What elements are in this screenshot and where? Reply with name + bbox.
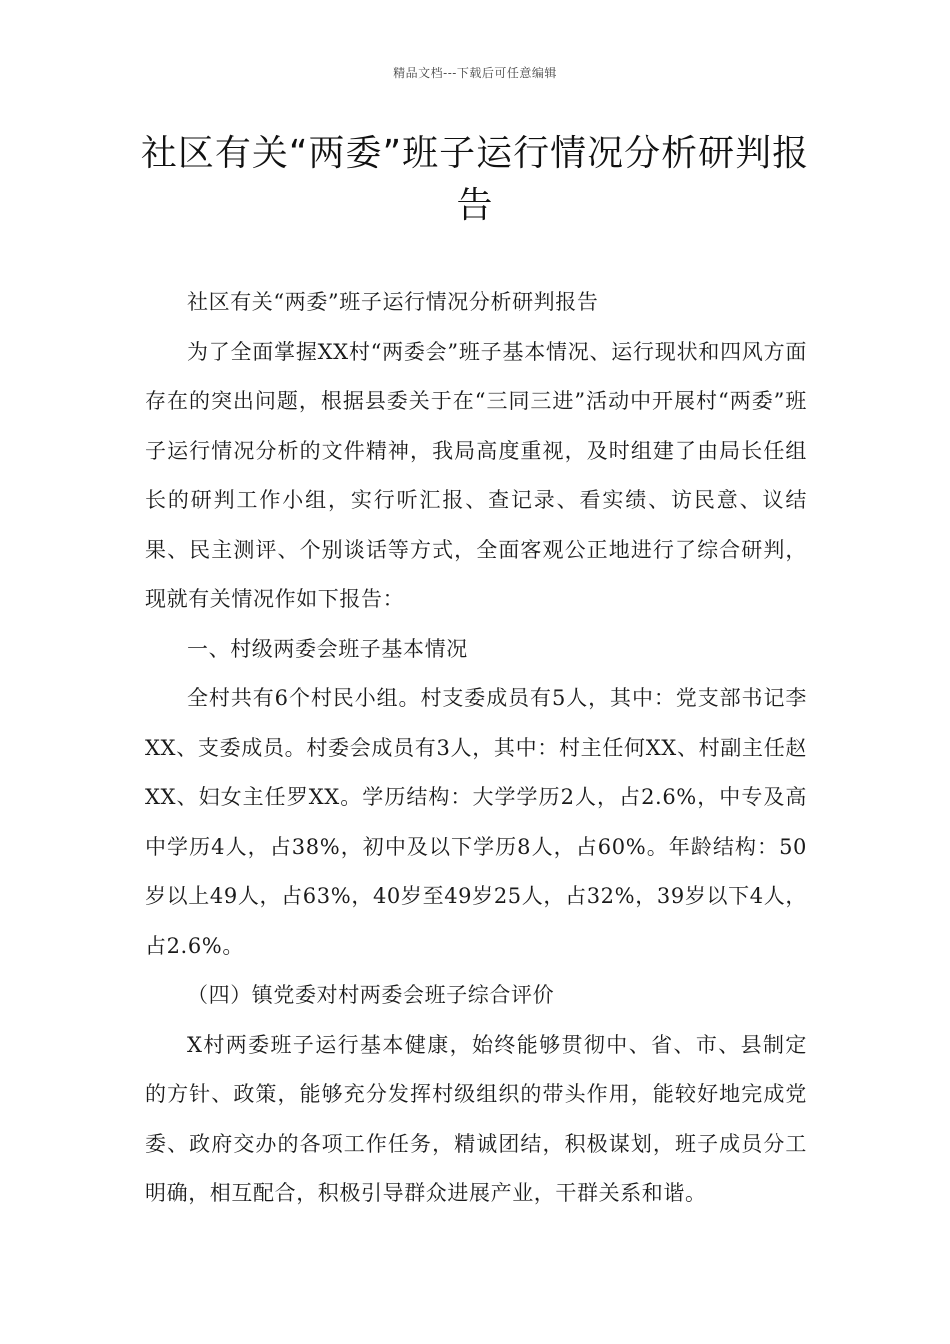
body-paragraph-basic-info: 全村共有6个村民小组。村支委成员有5人，其中：党支部书记李XX、支委成员。村委会成员有3人，其中：村主任何XX、村副主任赵XX、妇女主任罗XX。学历结构：大学学历2人，占2.6%，中专及高中学历4人，占38%，初中及以下学历8人，占60%。年龄结构：50岁以上49人，占63%，40岁至49岁25人，占32%，39岁以下4人，占2.6%。 xyxy=(145,686,807,958)
section-heading-basic-info: 一、村级两委会班子基本情况 xyxy=(187,636,468,661)
body-paragraph-intro: 为了全面掌握XX村“两委会”班子基本情况、运行现状和四风方面存在的突出问题，根据县委关于在“三同三进”活动中开展村“两委”班子运行情况分析的文件精神，我局高度重视，及时组建了由局长任组长的研判工作小组，实行听汇报、查记录、看实绩、访民意、议结果、民主测评、个别谈话等方式，全面客观公正地进行了综合研判，现就有关情况作如下报告： xyxy=(145,339,807,611)
document-body xyxy=(145,278,807,1219)
section-heading-evaluation: （四）镇党委对村两委会班子综合评价 xyxy=(187,983,555,1007)
header-note: 精品文档---下载后可任意编辑 xyxy=(393,66,557,80)
body-paragraph-subtitle: 社区有关“两委”班子运行情况分析研判报告 xyxy=(187,290,599,314)
body-paragraph-evaluation: X村两委班子运行基本健康，始终能够贯彻中、省、市、县制定的方针、政策，能够充分发挥村级组织的带头作用，能较好地完成党委、政府交办的各项工作任务，精诚团结，积极谋划，班子成员分工明确，相互配合，积极引导群众进展产业，干群关系和谐。 xyxy=(145,1032,807,1205)
document-title: 社区有关“两委”班子运行情况分析研判报告 xyxy=(140,133,810,226)
